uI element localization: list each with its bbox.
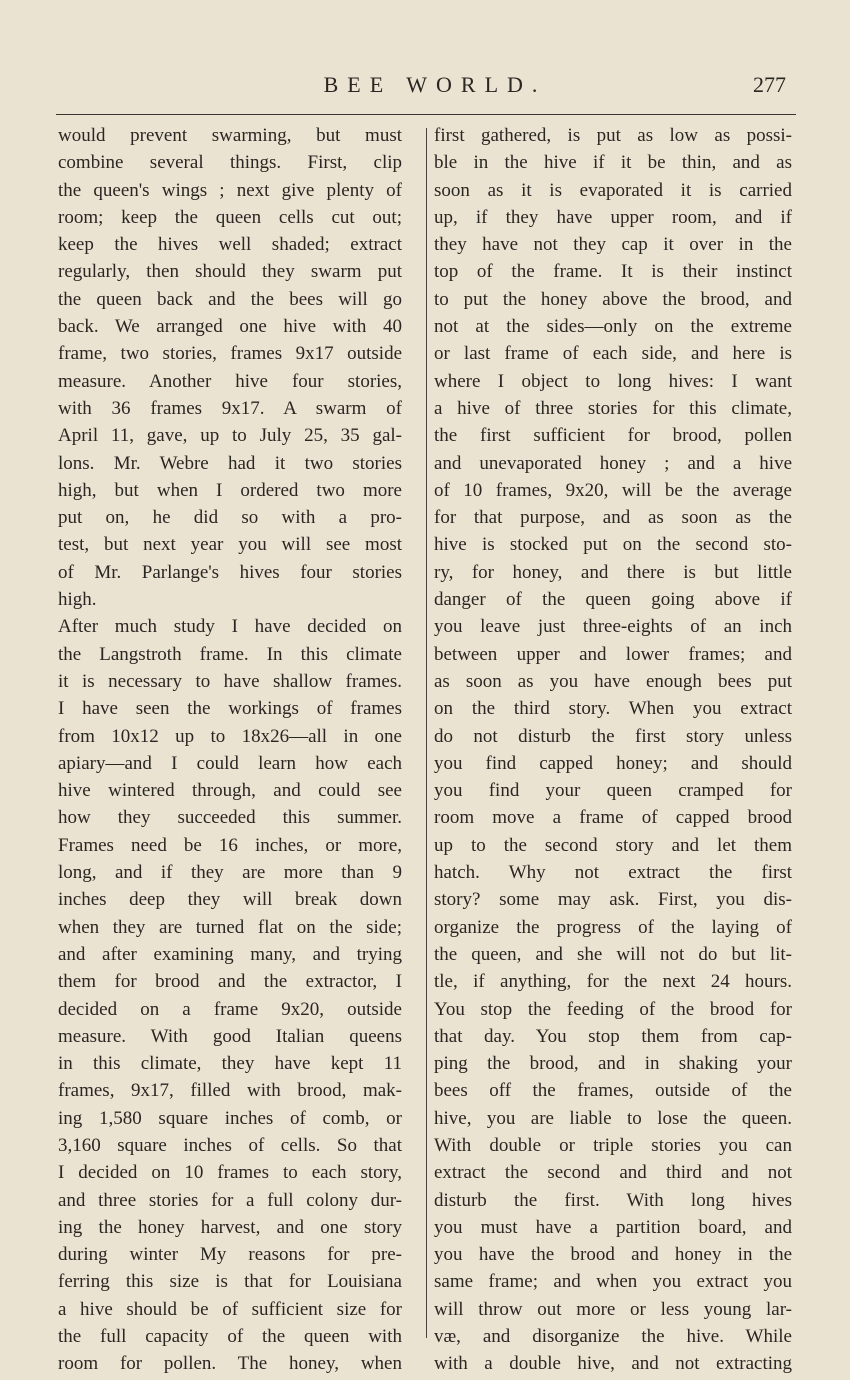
text-line: you find capped honey; and should — [434, 752, 792, 774]
text-line: disturb the first. With long hives — [434, 1189, 792, 1211]
running-head — [0, 72, 850, 102]
text-line: the queen's wings ; next give plenty of — [58, 179, 402, 201]
text-line: from 10x12 up to 18x26—all in one — [58, 725, 402, 747]
text-line: between upper and lower frames; and — [434, 643, 792, 665]
text-line: high, but when I ordered two more — [58, 479, 402, 501]
text-line: put on, he did so with a pro- — [58, 507, 402, 529]
text-line: the Langstroth frame. In this climate — [58, 643, 402, 665]
text-line: danger of the queen going above if — [434, 589, 792, 611]
text-line: test, but next year you will see most — [58, 534, 402, 556]
text-line: them for brood and the extractor, I — [58, 971, 402, 993]
text-line: decided on a frame 9x20, outside — [58, 998, 402, 1020]
text-line: that day. You stop them from cap- — [434, 1025, 792, 1047]
text-line: With double or triple stories you can — [434, 1134, 792, 1156]
text-line: as soon as you have enough bees put — [434, 670, 792, 692]
text-line: back. We arranged one hive with 40 — [58, 316, 402, 338]
text-line: top of the frame. It is their instinct — [434, 261, 792, 283]
text-line: story? some may ask. First, you dis- — [434, 889, 792, 911]
text-line: and after examining many, and trying — [58, 943, 402, 965]
text-line: apiary—and I could learn how each — [58, 752, 402, 774]
text-line: you must have a partition board, and — [434, 1216, 792, 1238]
text-line: keep the hives well shaded; extract — [58, 234, 402, 256]
text-line: ing 1,580 square inches of comb, or — [58, 1107, 402, 1129]
text-line: a hive of three stories for this climate, — [434, 397, 792, 419]
text-line: You stop the feeding of the brood for — [434, 998, 792, 1020]
page-number: 277 — [753, 72, 786, 97]
text-line: when they are turned flat on the side; — [58, 916, 402, 938]
text-line: do not disturb the first story unless — [434, 725, 792, 747]
text-line: the queen, and she will not do but lit- — [434, 943, 792, 965]
text-line: room move a frame of capped brood — [434, 807, 792, 829]
text-line: of Mr. Parlange's hives four stories — [58, 561, 402, 583]
text-line: up to the second story and let them — [434, 834, 792, 856]
text-line: long, and if they are more than 9 — [58, 862, 402, 884]
text-line: soon as it is evaporated it is carried — [434, 179, 792, 201]
text-line: of 10 frames, 9x20, will be the average — [434, 479, 792, 501]
text-line: combine several things. First, clip — [58, 152, 402, 174]
text-line: I decided on 10 frames to each story, — [58, 1162, 402, 1184]
text-line: where I object to long hives: I want — [434, 370, 792, 392]
text-line: with a double hive, and not extracting — [434, 1353, 792, 1375]
header-rule — [56, 114, 796, 115]
text-line: it is necessary to have shallow frames. — [58, 670, 402, 692]
text-line: hive wintered through, and could see — [58, 780, 402, 802]
text-line: high. — [58, 589, 97, 611]
text-line: in this climate, they have kept 11 — [58, 1053, 402, 1075]
text-line: a hive should be of sufficient size for — [58, 1298, 402, 1320]
text-line: inches deep they will break down — [58, 889, 402, 911]
text-line: hive, you are liable to lose the queen. — [434, 1107, 792, 1129]
text-line: would prevent swarming, but must — [58, 125, 402, 146]
text-line: how they succeeded this summer. — [58, 807, 402, 829]
text-line: 3,160 square inches of cells. So that — [58, 1134, 402, 1156]
text-line: and unevaporated honey ; and a hive — [434, 452, 792, 474]
text-line: up, if they have upper room, and if — [434, 206, 792, 228]
text-line: April 11, gave, up to July 25, 35 gal- — [58, 425, 402, 447]
text-line: Frames need be 16 inches, or more, — [58, 834, 402, 856]
text-line: frames, 9x17, filled with brood, mak- — [58, 1080, 402, 1102]
running-title: BEE WORLD. — [323, 72, 547, 97]
text-line: tle, if anything, for the next 24 hours. — [434, 971, 792, 993]
text-line: I have seen the workings of frames — [58, 698, 402, 720]
text-line: and three stories for a full colony dur- — [58, 1189, 402, 1211]
text-line: lons. Mr. Webre had it two stories — [58, 452, 402, 474]
text-line: you find your queen cramped for — [434, 780, 792, 802]
text-line: on the third story. When you extract — [434, 698, 792, 720]
text-line: hatch. Why not extract the first — [434, 862, 792, 884]
text-line: with 36 frames 9x17. A swarm of — [58, 397, 402, 419]
text-line: they have not they cap it over in the — [434, 234, 792, 256]
text-line: ry, for honey, and there is but little — [434, 561, 792, 583]
text-line: measure. With good Italian queens — [58, 1025, 402, 1047]
text-line: to put the honey above the brood, and — [434, 288, 792, 310]
text-line: the full capacity of the queen with — [58, 1326, 402, 1348]
text-line: ferring this size is that for Louisiana — [58, 1271, 402, 1293]
text-line: extract the second and third and not — [434, 1162, 792, 1184]
text-line: will throw out more or less young lar- — [434, 1298, 792, 1320]
text-line: during winter My reasons for pre- — [58, 1244, 402, 1266]
text-line: room for pollen. The honey, when — [58, 1353, 402, 1375]
text-line: the first sufficient for brood, pollen — [434, 425, 792, 447]
text-line: measure. Another hive four stories, — [58, 370, 402, 392]
text-line: regularly, then should they swarm put — [58, 261, 402, 283]
text-line: frame, two stories, frames 9x17 outside — [58, 343, 402, 365]
text-line: ble in the hive if it be thin, and as — [434, 152, 792, 174]
text-line: you have the brood and honey in the — [434, 1244, 792, 1266]
text-line: room; keep the queen cells cut out; — [58, 206, 402, 228]
text-line: ing the honey harvest, and one story — [58, 1216, 402, 1238]
text-line: væ, and disorganize the hive. While — [434, 1326, 792, 1348]
text-line: you leave just three-eights of an inch — [434, 616, 792, 638]
text-line: not at the sides—only on the extreme — [434, 316, 792, 338]
text-line: for that purpose, and as soon as the — [434, 507, 792, 529]
text-line: or last frame of each side, and here is — [434, 343, 792, 365]
right-column — [434, 122, 792, 1378]
text-line: the queen back and the bees will go — [58, 288, 402, 310]
text-line: organize the progress of the laying of — [434, 916, 792, 938]
text-line: bees off the frames, outside of the — [434, 1080, 792, 1102]
text-line: hive is stocked put on the second sto- — [434, 534, 792, 556]
column-divider — [426, 128, 427, 1338]
left-column — [58, 122, 402, 1378]
text-line: ping the brood, and in shaking your — [434, 1053, 792, 1075]
text-line: first gathered, is put as low as possi- — [434, 125, 792, 146]
text-line: After much study I have decided on — [58, 616, 402, 638]
text-line: same frame; and when you extract you — [434, 1271, 792, 1293]
